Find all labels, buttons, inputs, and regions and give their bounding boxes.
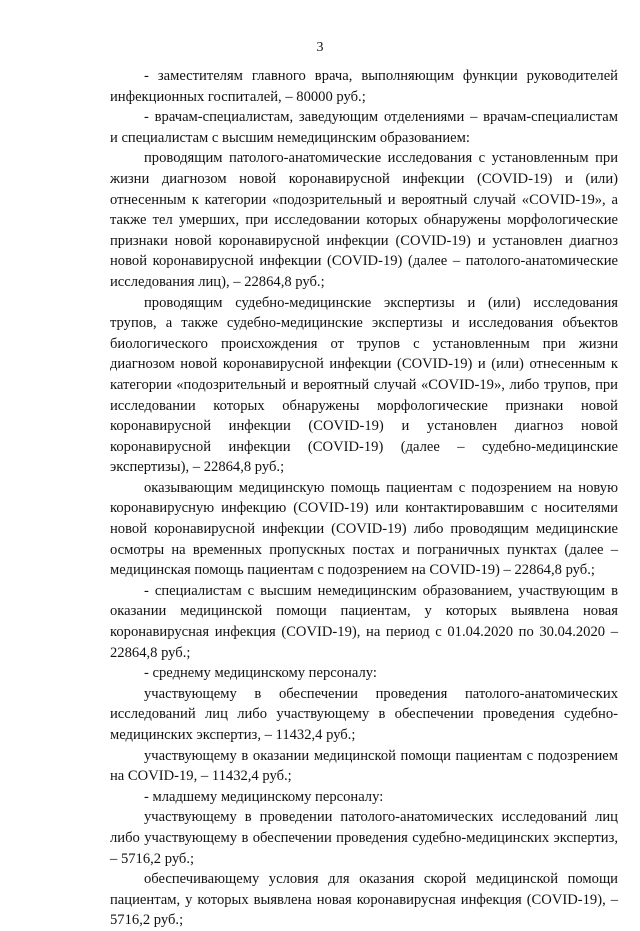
paragraph-junior-staff-ambulance: обеспечивающему условия для оказания скорой медицинской помощи пациентам, у которых выявлена новая коронавирусная инфекция (COVID-19), – 5716,2 руб.; bbox=[110, 871, 618, 929]
paragraph-suspected-patients-care: оказывающим медицинскую помощь пациентам с подозрением на новую коронавирусную инфекцию (COVID-19) или контактировавшим с носителями новой коронавирусной инфекции (COVID-19) либо проводящим медицинские осмотры на временных пропускных постах и пограничных пунктах (далее – медицинская помощь пациентам с подозрением на COVID-19) – 22864,8 руб.; bbox=[110, 479, 618, 579]
page-number: 3 bbox=[316, 40, 324, 55]
paragraph-doctors-specialists: - врачам-специалистам, заведующим отделениями – врачам-специалистам и специалистам с высшим немедицинским образованием: bbox=[110, 109, 618, 146]
paragraph-middle-staff-care: участвующему в оказании медицинской помощи пациентам с подозрением на COVID-19, – 11432,4 руб.; bbox=[110, 747, 618, 785]
paragraph-middle-staff-pathology: участвующему в обеспечении проведения патолого-анатомических исследований лиц либо участвующему в обеспечении проведения судебно-медицинских экспертиз, – 11432,4 руб.; bbox=[110, 685, 618, 743]
paragraph-junior-staff-heading: - младшему медицинскому персоналу: bbox=[144, 788, 384, 805]
document-body bbox=[110, 66, 618, 931]
paragraph-middle-staff-heading: - среднему медицинскому персоналу: bbox=[144, 665, 377, 682]
paragraph-pathology-research: проводящим патолого-анатомические исследования с установленным при жизни диагнозом новой коронавирусной инфекции (COVID-19) и (или) отнесенным к категории «подозрительный и вероятный случай «COVID-19», а также тел умерших, при исследовании которых обнаружены морфологические признаки новой коронавирусной инфекции (COVID-19) и установлен диагноз новой коронавирусной инфекции (COVID-19) (далее – патолого-анатомические исследования лиц), – 22864,8 руб.; bbox=[110, 150, 618, 290]
paragraph-deputy-chief: - заместителям главного врача, выполняющим функции руководителей инфекционных госпиталей, – 80000 руб.; bbox=[110, 68, 618, 105]
paragraph-junior-staff-pathology: участвующему в проведении патолого-анатомических исследований лиц либо участвующему в обеспечении проведения судебно-медицинских экспертиз, – 5716,2 руб.; bbox=[110, 809, 618, 867]
paragraph-forensic-examinations: проводящим судебно-медицинские экспертизы и (или) исследования трупов, а также судебно-медицинские экспертизы и исследования объектов биологического происхождения от трупов с установленным при жизни диагнозом новой коронавирусной инфекции (COVID-19) и (или) отнесенным к категории «подозрительный и вероятный случай «COVID-19», либо трупов, при исследовании которых обнаружены морфологические признаки новой коронавирусной инфекции (COVID-19) и установлен диагноз новой коронавирусной инфекции (COVID-19) (далее – судебно-медицинские экспертизы), – 22864,8 руб.; bbox=[110, 294, 618, 476]
paragraph-non-medical-specialists: - специалистам с высшим немедицинским образованием, участвующим в оказании медицинской помощи пациентам, у которых выявлена новая коронавирусная инфекция (COVID-19), на период с 01.04.2020 по 30.04.2020 – 22864,8 руб.; bbox=[110, 582, 618, 661]
